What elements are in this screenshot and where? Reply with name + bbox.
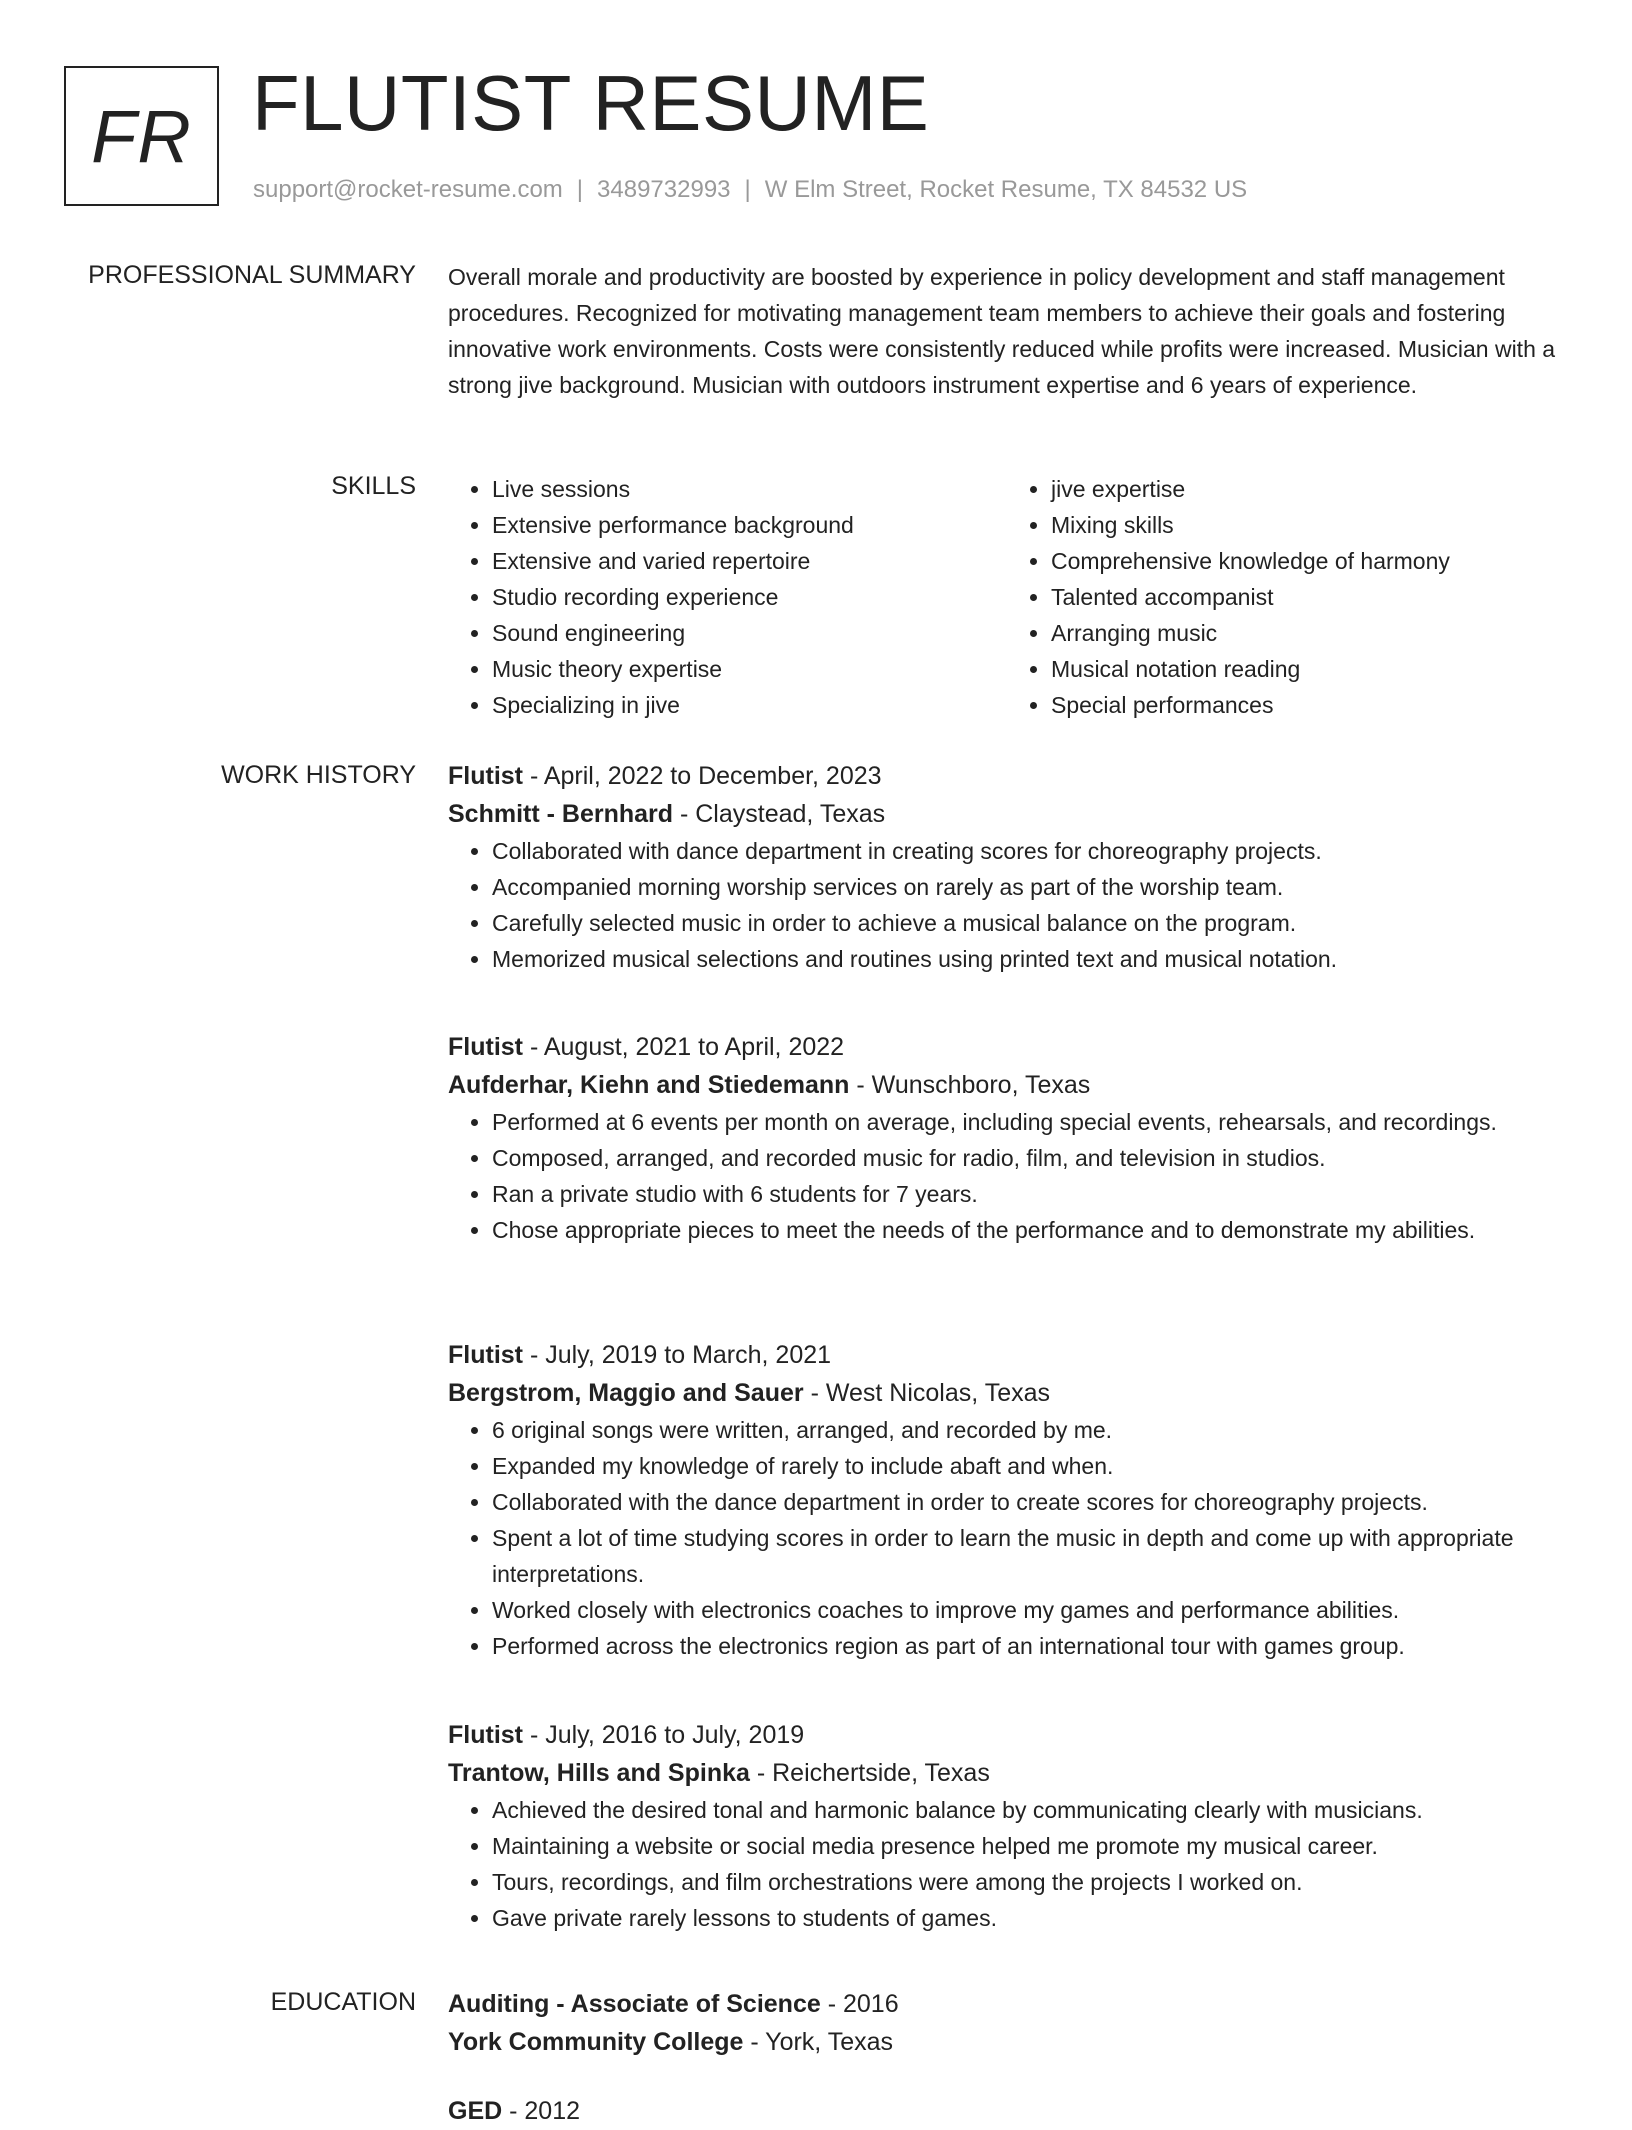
job-bullets	[448, 1792, 1566, 1936]
skills-section	[448, 471, 1566, 723]
education-degree: GED	[448, 2097, 503, 2125]
skill-item: • Special performances	[1051, 687, 1566, 723]
address: W Elm Street, Rocket Resume, TX 84532 US	[764, 176, 1248, 203]
job-title: Flutist	[448, 1341, 523, 1369]
job-title-line	[448, 1716, 1566, 1754]
job-bullet: • Gave private rarely lessons to students of games.	[492, 1900, 1566, 1936]
skill-item: • jive expertise	[1051, 471, 1566, 507]
skill-item: • Extensive performance background	[492, 507, 1007, 543]
education-degree: Auditing - Associate of Science	[448, 1990, 821, 2018]
education-school: York Community College	[448, 2028, 744, 2056]
summary-section	[448, 259, 1566, 403]
skill-item: • Talented accompanist	[1051, 579, 1566, 615]
job-location: - West Nicolas, Texas	[803, 1379, 1050, 1407]
job-company: Trantow, Hills and Spinka	[448, 1759, 750, 1787]
job-bullet: • Performed across the electronics region as part of an international tour with games group.	[492, 1628, 1566, 1664]
job-bullet: • Achieved the desired tonal and harmonic balance by communicating clearly with musicians.	[492, 1792, 1566, 1828]
job-entry	[448, 1336, 1566, 1664]
job-bullet: • Spent a lot of time studying scores in order to learn the music in depth and come up with appropriate interpretations.	[492, 1520, 1566, 1592]
job-dates: - April, 2022 to December, 2023	[523, 762, 882, 790]
job-bullet: • Collaborated with dance department in creating scores for choreography projects.	[492, 833, 1566, 869]
job-entry	[448, 1716, 1566, 1936]
job-dates: - July, 2016 to July, 2019	[523, 1721, 805, 1749]
separator: |	[576, 176, 584, 203]
job-company-line	[448, 1374, 1566, 1412]
skill-item: • Studio recording experience	[492, 579, 1007, 615]
separator: |	[744, 176, 751, 203]
job-title: Flutist	[448, 762, 523, 790]
education-school-line	[448, 2023, 1566, 2061]
job-title: Flutist	[448, 1721, 523, 1749]
skill-item: • Live sessions	[492, 471, 1007, 507]
job-company: Aufderhar, Kiehn and Stiedemann	[448, 1071, 850, 1099]
skills-list-right	[1007, 471, 1566, 723]
section-label-skills: SKILLS	[331, 472, 416, 500]
job-bullet: • Maintaining a website or social media presence helped me promote my musical career.	[492, 1828, 1566, 1864]
job-bullet: • Worked closely with electronics coaches to improve my games and performance abilities.	[492, 1592, 1566, 1628]
email[interactable]: support@rocket-resume.com	[253, 176, 563, 203]
job-title-line	[448, 1336, 1566, 1374]
resume-title: FLUTIST RESUME	[252, 59, 930, 147]
job-company: Bergstrom, Maggio and Sauer	[448, 1379, 804, 1407]
contact-line	[253, 176, 1247, 204]
section-label-summary: PROFESSIONAL SUMMARY	[88, 261, 416, 289]
skills-list-left	[448, 471, 1007, 723]
skill-item: • Comprehensive knowledge of harmony	[1051, 543, 1566, 579]
monogram-logo: FR	[64, 66, 219, 206]
skill-item: • Arranging music	[1051, 615, 1566, 651]
job-company-line	[448, 1066, 1566, 1104]
job-bullet: • Carefully selected music in order to achieve a musical balance on the program.	[492, 905, 1566, 941]
skill-item: • Music theory expertise	[492, 651, 1007, 687]
job-bullets	[448, 1412, 1566, 1664]
job-bullets	[448, 833, 1566, 977]
education-year: - 2012	[502, 2097, 581, 2125]
job-location: - Claystead, Texas	[673, 800, 886, 828]
job-bullet: • 6 original songs were written, arranged, and recorded by me.	[492, 1412, 1566, 1448]
job-bullet: • Tours, recordings, and film orchestrations were among the projects I worked on.	[492, 1864, 1566, 1900]
job-bullets	[448, 1104, 1566, 1248]
job-bullet: • Ran a private studio with 6 students for 7 years.	[492, 1176, 1566, 1212]
job-dates: - July, 2019 to March, 2021	[523, 1341, 832, 1369]
job-title: Flutist	[448, 1033, 523, 1061]
job-company: Schmitt - Bernhard	[448, 800, 674, 828]
job-dates: - August, 2021 to April, 2022	[523, 1033, 845, 1061]
job-company-line	[448, 795, 1566, 833]
skill-item: • Specializing in jive	[492, 687, 1007, 723]
skill-item: • Sound engineering	[492, 615, 1007, 651]
education-year: - 2016	[820, 1990, 899, 2018]
job-bullet: • Composed, arranged, and recorded music for radio, film, and television in studios.	[492, 1140, 1566, 1176]
job-bullet: • Memorized musical selections and routines using printed text and musical notation.	[492, 941, 1566, 977]
job-title-line	[448, 757, 1566, 795]
job-location: - Reichertside, Texas	[749, 1759, 990, 1787]
skill-item: • Mixing skills	[1051, 507, 1566, 543]
job-bullet: • Chose appropriate pieces to meet the needs of the performance and to demonstrate my abilities.	[492, 1212, 1566, 1248]
job-company-line	[448, 1754, 1566, 1792]
education-degree-line	[448, 2092, 1566, 2130]
summary-text: Overall morale and productivity are boosted by experience in policy development and staff management procedures. Recognized for motivating management team members to achieve their goals and fostering innovative work environments. Costs were consistently reduced while profits were increased. Musician with a strong jive background. Musician with outdoors instrument expertise and 6 years of experience.	[448, 264, 1556, 398]
skill-item: • Extensive and varied repertoire	[492, 543, 1007, 579]
education-degree-line	[448, 1985, 1566, 2023]
skill-item: • Musical notation reading	[1051, 651, 1566, 687]
job-entry	[448, 757, 1566, 977]
job-bullet: • Collaborated with the dance department in order to create scores for choreography projects.	[492, 1484, 1566, 1520]
section-label-education: EDUCATION	[270, 1988, 416, 2016]
education-entry	[448, 1985, 1566, 2061]
education-entry	[448, 2092, 1566, 2130]
job-location: - Wunschboro, Texas	[849, 1071, 1091, 1099]
job-title-line	[448, 1028, 1566, 1066]
job-bullet: • Expanded my knowledge of rarely to include abaft and when.	[492, 1448, 1566, 1484]
phone[interactable]: 3489732993	[597, 176, 731, 203]
education-location: - York, Texas	[743, 2028, 894, 2056]
job-entry	[448, 1028, 1566, 1248]
section-label-work-history: WORK HISTORY	[221, 761, 416, 789]
job-bullet: • Performed at 6 events per month on average, including special events, rehearsals, and recordings.	[492, 1104, 1566, 1140]
job-bullet: • Accompanied morning worship services on rarely as part of the worship team.	[492, 869, 1566, 905]
